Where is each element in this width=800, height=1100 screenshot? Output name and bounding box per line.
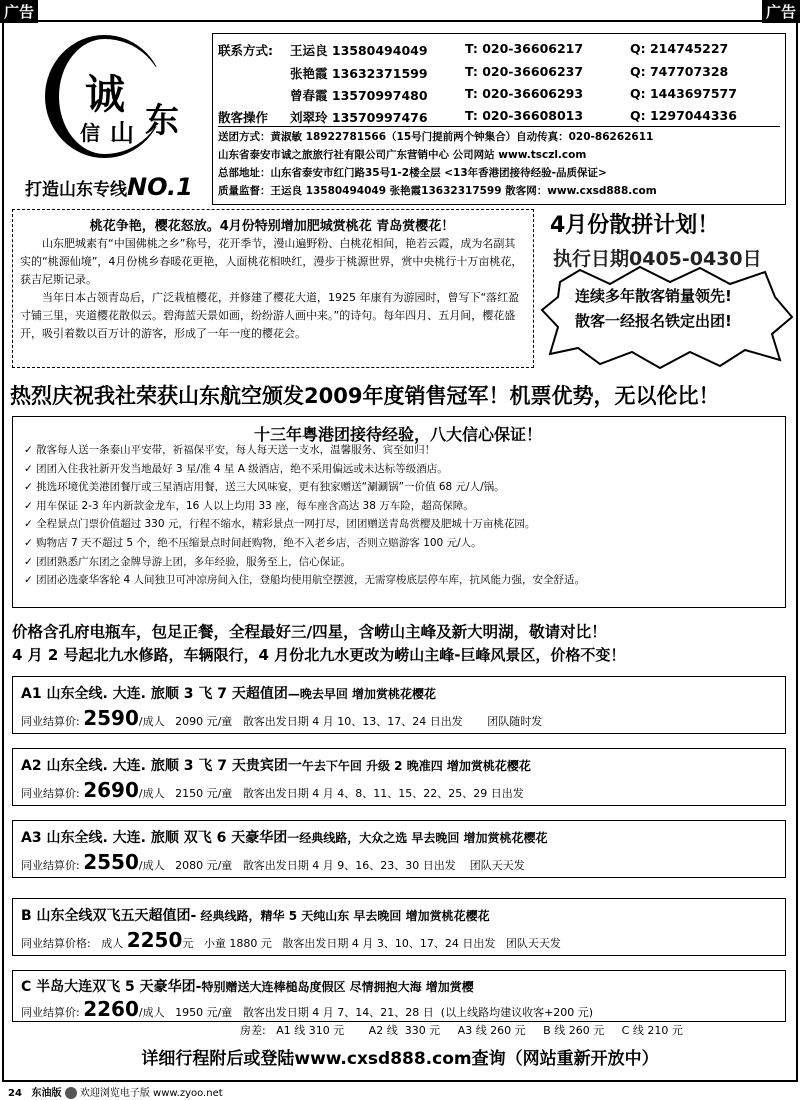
ad-tag-left: 广告	[0, 0, 38, 23]
route-name: A1 山东全线. 大连. 旅顺 3 飞 7 天超值团	[21, 686, 288, 702]
check-icon: ✓	[24, 481, 37, 494]
info-line-2: 山东省泰安市诚之旅旅行社有限公司广东营销中心 公司网站 www.tsczl.com	[218, 149, 587, 161]
child-price: 2150 元/童	[175, 787, 233, 800]
departure-dates: 散客出发日期 4 月 7、14、21、28 日	[242, 1006, 434, 1019]
check-icon: ✓	[24, 462, 37, 475]
group-note: 团队天天发	[469, 859, 525, 872]
scatter-label: 散客操作	[218, 110, 269, 125]
check-icon: ✓	[24, 574, 37, 587]
edition-badge-icon	[65, 1087, 77, 1099]
contact-name: 王运良	[290, 43, 328, 58]
check-icon: ✓	[24, 499, 37, 512]
guarantee-item	[24, 534, 779, 553]
route-title	[21, 905, 490, 925]
route-price-row	[21, 706, 542, 730]
price-label: 同业结算价:	[21, 787, 80, 800]
check-icon: ✓	[24, 536, 37, 549]
promo-paragraph-1: 山东肥城素有“中国佛桃之乡”称号，花开季节，漫山遍野粉、白桃花相间，艳若云霞，成为名副其实的“桃源仙境”，4月份桃乡春暖花更艳，人面桃花相映红，漫步于桃源世界，赏中央桃行十万亩桃花，获吉尼斯记录。	[20, 237, 523, 286]
departure-dates: 散客出发日期 4 月 10、13、17、24 日出发	[242, 715, 463, 728]
logo-slogan	[25, 173, 193, 201]
price-label: 同业结算价:	[21, 859, 80, 872]
contact-name: 刘翠玲	[290, 110, 328, 125]
contact-mobile: 13570997476	[331, 110, 428, 125]
price-unit: /成人	[138, 715, 165, 728]
route-price-row	[21, 997, 593, 1021]
scatter-tel: T: 020-36608013	[465, 108, 584, 123]
logo-slogan-text: 打造山东专线	[25, 180, 127, 200]
contact-mobile: 13570997480	[331, 88, 428, 103]
logo-slogan-no: NO.1	[127, 173, 193, 201]
plan-title: 4月份散拼计划！	[550, 213, 720, 238]
guarantee-item	[24, 460, 779, 479]
guarantee-item	[24, 553, 779, 572]
company-logo	[15, 25, 205, 200]
info-line-1: 送团方式：黄淑敏 18922781566（15号门提前两个钟集合）自动传真：020-86262611	[218, 131, 654, 143]
departure-dates: 散客出发日期 4 月 4、8、11、15、22、25、29 日出发	[242, 787, 524, 800]
scatter-qq: Q: 1297044336	[630, 108, 737, 123]
logo-char-2: 信	[80, 121, 100, 145]
child-price: 1950 元/童	[175, 1006, 233, 1019]
guarantee-text: 团团熟悉广东团之金牌导游上团，多年经验，服务至上，信心保证。	[36, 555, 352, 568]
departure-dates: 散客出发日期 4 月 3、10、17、24 日出发	[282, 937, 496, 950]
departure-dates: 散客出发日期 4 月 9、16、23、30 日出发	[242, 859, 456, 872]
child-price: 2080 元/童	[175, 859, 233, 872]
contact-name: 曾春霞	[290, 88, 328, 103]
award-headline: 热烈庆祝我社荣获山东航空颁发2009年度销售冠军！机票优势，无以伦比！	[10, 384, 720, 408]
guarantee-item	[24, 571, 779, 590]
logo-char-4: 东	[145, 101, 179, 141]
route-name: C 半岛大连双飞 5 天豪华团-	[21, 979, 202, 995]
contact-mobile: 13580494049	[331, 43, 428, 58]
group-note: 团队随时发	[487, 715, 543, 728]
contact-tel-1: T: 020-36606217	[465, 41, 584, 56]
adult-price: 2550	[83, 850, 139, 874]
price-unit: /成人	[138, 1006, 165, 1019]
route-title	[21, 827, 548, 847]
website-line: 详细行程附后或登陆www.cxsd888.com查询（网站重新开放中）	[141, 1049, 659, 1069]
adult-label: 成人	[101, 937, 124, 950]
group-note: (以上线路均建议收客+200 元)	[440, 1006, 594, 1019]
logo-char-1: 诚	[85, 71, 125, 118]
guarantee-item	[24, 515, 779, 534]
guarantee-item	[24, 478, 779, 497]
road-notice: 4 月 2 号起北九水修路，车辆限行，4 月份北九水更改为崂山主峰-巨峰风景区，价格不变！	[12, 646, 626, 664]
guarantee-item	[24, 497, 779, 516]
guarantee-item	[24, 441, 779, 460]
route-subtitle: 经典线路，精华 5 天纯山东 早去晚回 增加赏桃花樱花	[196, 909, 490, 923]
route-card-a3	[12, 820, 786, 878]
info-line-3: 总部地址：山东省泰安市红门路35号1-2楼全层 <13年香港团接待经验-品质保证>	[218, 167, 607, 179]
contact-name: 张艳霞	[290, 66, 328, 81]
info-line-4: 质量监督：王运良 13580494049 张艳霞13632317599 散客网：www.cxsd888.com	[218, 185, 657, 197]
check-icon: ✓	[24, 518, 37, 531]
promo-paragraph-2: 当年日本占领青岛后，广泛栽植樱花，并修建了樱花大道，1925 年康有为游园时，曾写下“落红盈寸铺三里，夹道樱花散似云。碧海蓝天景如画，纷纷游人画中来。”的诗句。每年四月、五月间，樱花盛开，吸引着数以百万计的游客，形成了一年一度的樱花会。	[20, 291, 520, 340]
divider	[218, 126, 780, 127]
guarantee-text: 团团入住我社新开发当地最好 3 星/准 4 星 A 级酒店，绝不采用偏远或未达标等级酒店。	[36, 462, 448, 475]
guarantee-title: 十三年粤港团接待经验，八大信心保证！	[253, 425, 542, 444]
edition-label: 东油版	[31, 1088, 62, 1099]
adult-price: 2250	[126, 928, 183, 952]
guarantee-text: 购物店 7 天不超过 5 个，绝不压缩景点时间赶购物，绝不入老乡店，否则立赔游客 100 元/人。	[36, 536, 482, 549]
route-subtitle: —晚去早回 增加赏桃花樱花	[287, 687, 437, 701]
child-price: 小童 1880 元	[203, 937, 272, 950]
route-card-b	[12, 898, 786, 956]
route-price-row	[21, 778, 524, 802]
contact-tel-3: T: 020-36606293	[465, 86, 584, 101]
scatter-contact	[290, 108, 428, 126]
route-name: A2 山东全线. 大连. 旅顺 3 飞 7 天贵宾团一	[21, 758, 302, 774]
child-price: 2090 元/童	[175, 715, 233, 728]
contact-row-3	[290, 86, 428, 104]
contact-qq-2: Q: 747707328	[630, 64, 729, 79]
guarantee-text: 团团必选豪华客轮 4 人间独卫可冲凉房间入住，登船均使用航空摆渡，无需穿梭底层停车库，抗风能力强，安全舒适。	[36, 574, 585, 587]
guarantee-list	[24, 441, 779, 590]
check-icon: ✓	[24, 444, 37, 456]
route-title	[21, 976, 474, 996]
route-subtitle: 一经典线路，大众之选 早去晚回 增加赏桃花樱花	[287, 831, 548, 845]
contact-row-1	[290, 41, 428, 59]
guarantee-text: 散客每人送一条泰山平安带，祈福保平安，每人每天送一支水，温馨服务、宾至如归！	[36, 444, 436, 456]
adult-price: 2690	[83, 778, 139, 802]
contact-tel-2: T: 020-36606237	[465, 64, 584, 79]
route-subtitle: 特别赠送大连棒槌岛度假区 尽情拥抱大海 增加赏樱	[201, 980, 474, 994]
route-price-row	[21, 850, 525, 874]
contact-row-2	[290, 64, 428, 82]
logo-char-3: 山	[110, 118, 134, 147]
route-price-row	[21, 928, 561, 952]
route-title	[21, 755, 531, 775]
route-subtitle: 午去下午回 升级 2 晚准四 增加赏桃花樱花	[301, 759, 531, 773]
price-label: 同业结算价:	[21, 715, 80, 728]
bubble-line-1: 连续多年散客销量领先!	[575, 287, 732, 305]
route-card-c	[12, 970, 786, 1022]
contact-mobile: 13632371599	[331, 66, 428, 81]
contact-qq-1: Q: 214745227	[630, 41, 729, 56]
contact-qq-3: Q: 1443697577	[630, 86, 737, 101]
plan-dates: 执行日期0405-0430日	[553, 248, 762, 270]
guarantee-text: 用车保证 2-3 年内新款金龙车，16 人以上均用 33 座，每车座含高达 38 万车险，超高保障。	[36, 499, 474, 512]
group-note: 团队天天发	[505, 937, 561, 950]
page-footer	[8, 1084, 223, 1099]
page-number: 24	[8, 1088, 22, 1099]
contacts-label: 联系方式:	[218, 43, 273, 58]
route-name: B 山东全线双飞五天超值团-	[21, 908, 197, 924]
route-card-a1	[12, 676, 786, 734]
guarantee-text: 挑选环境优美港团餐厅或三星酒店用餐，送三大风味宴，更有独家赠送“涮涮锅”一价值 68 元/人/锅。	[36, 481, 505, 494]
ad-tag-right: 广告	[762, 0, 800, 23]
bubble-line-2: 散客一经报名铁定出团!	[575, 312, 732, 330]
route-name: A3 山东全线. 大连. 旅顺 双飞 6 天豪华团	[21, 830, 288, 846]
room-difference: 房差: A1 线 310 元 A2 线 330 元 A3 线 260 元 B 线 260 元 C 线 210 元	[240, 1024, 683, 1037]
guarantee-text: 全程景点门票价值超过 330 元，行程不缩水，精彩景点一网打尽，团团赠送青岛赏樱及肥城十万亩桃花园。	[36, 518, 536, 531]
route-card-a2	[12, 748, 786, 806]
price-label: 同业结算价:	[21, 1006, 80, 1019]
adult-price: 2590	[83, 706, 139, 730]
price-unit: 元	[182, 937, 194, 950]
check-icon: ✓	[24, 555, 37, 568]
price-unit: /成人	[138, 859, 165, 872]
price-label: 同业结算价格:	[21, 937, 91, 950]
browse-link: 欢迎浏览电子版 www.zyoo.net	[79, 1088, 223, 1099]
promo-title: 桃花争艳，樱花怒放。4月份特别增加肥城赏桃花 青岛赏樱花！	[89, 219, 455, 234]
route-title	[21, 683, 436, 703]
price-unit: /成人	[138, 787, 165, 800]
price-notice: 价格含孔府电瓶车，包足正餐，全程最好三/四星，含崂山主峰及新大明湖，敬请对比！	[12, 623, 607, 641]
adult-price: 2260	[83, 997, 139, 1021]
